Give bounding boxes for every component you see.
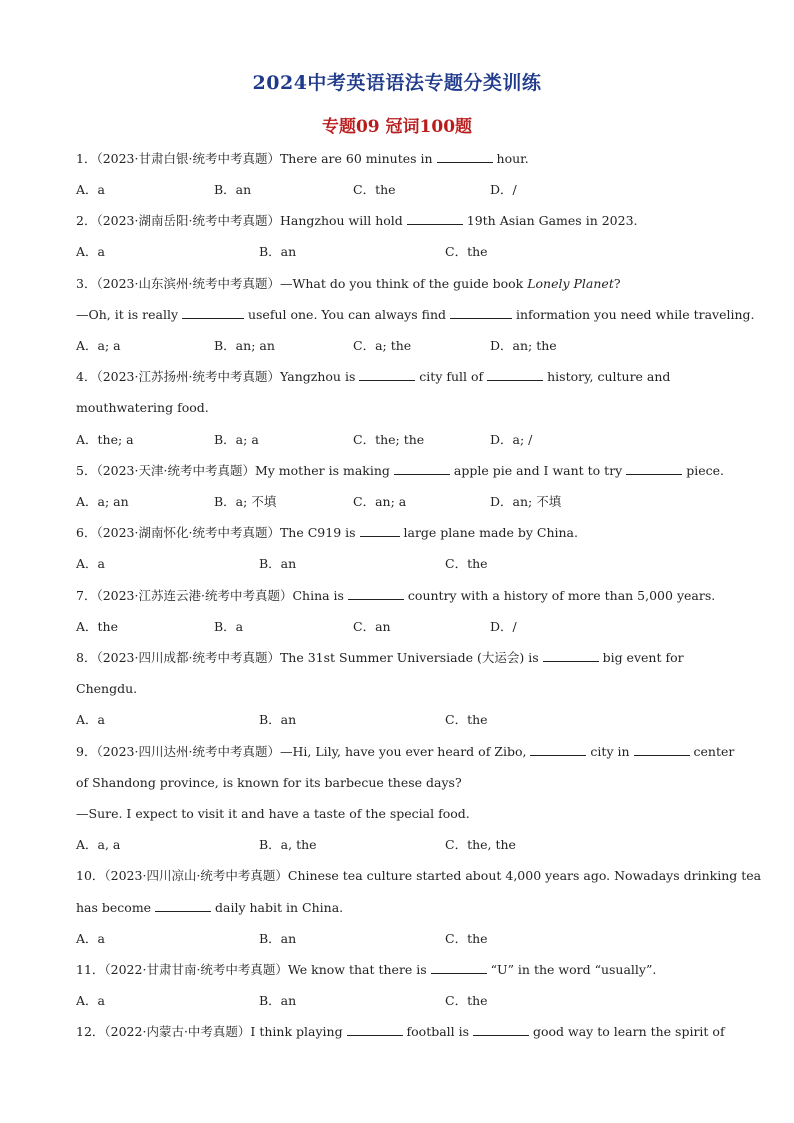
- question-9-line-3: —Sure. I expect to visit it and have a taste of the special food.: [76, 806, 470, 821]
- answer-blank[interactable]: [360, 524, 400, 537]
- option-b[interactable]: B．an; an: [214, 338, 275, 353]
- answer-blank[interactable]: [155, 899, 211, 912]
- question-source: （2023·江苏扬州·统考中考真题）: [96, 369, 280, 384]
- question-source: （2022·甘肃甘南·统考中考真题）: [104, 962, 288, 977]
- option-b[interactable]: B．a: [214, 619, 244, 634]
- question-source: （2023·山东滨州·统考中考真题）: [96, 276, 280, 291]
- option-c[interactable]: C．the: [353, 182, 396, 197]
- question-10: 10．（2023·四川凉山·统考中考真题）Chinese tea culture started about 4,000 years ago. Nowadays drinking tea: [76, 868, 762, 883]
- option-c[interactable]: C．the; the: [353, 432, 425, 447]
- answer-blank[interactable]: [437, 150, 493, 163]
- option-b[interactable]: B．an: [259, 556, 297, 571]
- question-source: （2023·天津·统考中考真题）: [96, 463, 255, 478]
- answer-blank[interactable]: [530, 743, 586, 756]
- option-c[interactable]: C．an: [353, 619, 391, 634]
- option-a[interactable]: A．a: [76, 931, 105, 946]
- option-b[interactable]: B．an: [259, 712, 297, 727]
- option-c[interactable]: C．the: [445, 712, 488, 727]
- question-11: 11．（2022·甘肃甘南·统考中考真题）We know that there is “U” in the word “usually”.: [76, 962, 657, 977]
- answer-blank[interactable]: [182, 306, 244, 319]
- answer-blank[interactable]: [634, 743, 690, 756]
- option-a[interactable]: A．a, a: [76, 837, 121, 852]
- answer-blank[interactable]: [407, 212, 463, 225]
- option-a[interactable]: A．a: [76, 182, 105, 197]
- option-a[interactable]: A．a: [76, 712, 105, 727]
- question-source: （2023·四川凉山·统考中考真题）: [104, 868, 288, 883]
- option-c[interactable]: C．the: [445, 244, 488, 259]
- question-9: 9．（2023·四川达州·统考中考真题）—Hi, Lily, have you ever heard of Zibo, city in center: [76, 744, 735, 759]
- answer-blank[interactable]: [487, 368, 543, 381]
- option-d[interactable]: D．/: [490, 619, 517, 634]
- option-a[interactable]: A．a: [76, 556, 105, 571]
- option-a[interactable]: A．the: [76, 619, 118, 634]
- question-source: （2023·湖南岳阳·统考中考真题）: [96, 213, 280, 228]
- option-c[interactable]: C．the: [445, 556, 488, 571]
- answer-blank[interactable]: [347, 1023, 403, 1036]
- question-10-line-2: has become daily habit in China.: [76, 900, 344, 915]
- book-title: Lonely Planet: [527, 276, 614, 291]
- page-title: 2024中考英语语法专题分类训练: [252, 72, 542, 94]
- option-a[interactable]: A．a: [76, 993, 105, 1008]
- question-2: 2．（2023·湖南岳阳·统考中考真题）Hangzhou will hold 19th Asian Games in 2023.: [76, 213, 638, 228]
- option-d[interactable]: D．an; 不填: [490, 494, 562, 509]
- option-c[interactable]: C．the: [445, 931, 488, 946]
- option-c[interactable]: C．an; a: [353, 494, 407, 509]
- question-6: 6．（2023·湖南怀化·统考中考真题）The C919 is large plane made by China.: [76, 525, 578, 540]
- question-9-line-2: of Shandong province, is known for its barbecue these days?: [76, 775, 462, 790]
- option-b[interactable]: B．an: [214, 182, 252, 197]
- option-b[interactable]: B．a; a: [214, 432, 259, 447]
- option-b[interactable]: B．a; 不填: [214, 494, 277, 509]
- option-a[interactable]: A．a; a: [76, 338, 121, 353]
- answer-blank[interactable]: [394, 462, 450, 475]
- option-a[interactable]: A．a: [76, 244, 105, 259]
- option-b[interactable]: B．an: [259, 993, 297, 1008]
- option-d[interactable]: D．a; /: [490, 432, 533, 447]
- question-3-line-2: —Oh, it is really useful one. You can always find information you need while traveling.: [76, 307, 755, 322]
- question-source: （2022·内蒙古·中考真题）: [104, 1024, 251, 1039]
- answer-blank[interactable]: [543, 649, 599, 662]
- question-8-line-2: Chengdu.: [76, 681, 138, 696]
- option-c[interactable]: C．the: [445, 993, 488, 1008]
- option-d[interactable]: D．an; the: [490, 338, 557, 353]
- answer-blank[interactable]: [359, 368, 415, 381]
- answer-blank[interactable]: [473, 1023, 529, 1036]
- question-source: （2023·湖南怀化·统考中考真题）: [96, 525, 280, 540]
- answer-blank[interactable]: [626, 462, 682, 475]
- answer-blank[interactable]: [348, 587, 404, 600]
- question-source: （2023·江苏连云港·统考中考真题）: [96, 588, 293, 603]
- question-3: 3．（2023·山东滨州·统考中考真题）—What do you think of the guide book Lonely Planet?: [76, 276, 621, 291]
- question-source: （2023·四川成都·统考中考真题）: [96, 650, 280, 665]
- question-5: 5．（2023·天津·统考中考真题）My mother is making apple pie and I want to try piece.: [76, 463, 724, 478]
- question-4: 4．（2023·江苏扬州·统考中考真题）Yangzhou is city full of history, culture and: [76, 369, 671, 384]
- answer-blank[interactable]: [450, 306, 512, 319]
- question-source: （2023·甘肃白银·统考中考真题）: [96, 151, 280, 166]
- option-b[interactable]: B．a, the: [259, 837, 317, 852]
- page-subtitle: 专题09 冠词100题: [321, 117, 473, 137]
- question-8: 8．（2023·四川成都·统考中考真题）The 31st Summer Universiade (大运会) is big event for: [76, 650, 684, 665]
- question-7: 7．（2023·江苏连云港·统考中考真题）China is country with a history of more than 5,000 years.: [76, 588, 716, 603]
- question-1: 1．（2023·甘肃白银·统考中考真题）There are 60 minutes in hour.: [76, 151, 529, 166]
- option-b[interactable]: B．an: [259, 244, 297, 259]
- question-source: （2023·四川达州·统考中考真题）: [96, 744, 280, 759]
- question-4-line-2: mouthwatering food.: [76, 400, 209, 415]
- option-a[interactable]: A．a; an: [76, 494, 129, 509]
- option-d[interactable]: D．/: [490, 182, 517, 197]
- question-12: 12．（2022·内蒙古·中考真题）I think playing football is good way to learn the spirit of: [76, 1024, 725, 1039]
- option-c[interactable]: C．the, the: [445, 837, 516, 852]
- option-b[interactable]: B．an: [259, 931, 297, 946]
- option-a[interactable]: A．the; a: [76, 432, 134, 447]
- option-c[interactable]: C．a; the: [353, 338, 412, 353]
- answer-blank[interactable]: [431, 961, 487, 974]
